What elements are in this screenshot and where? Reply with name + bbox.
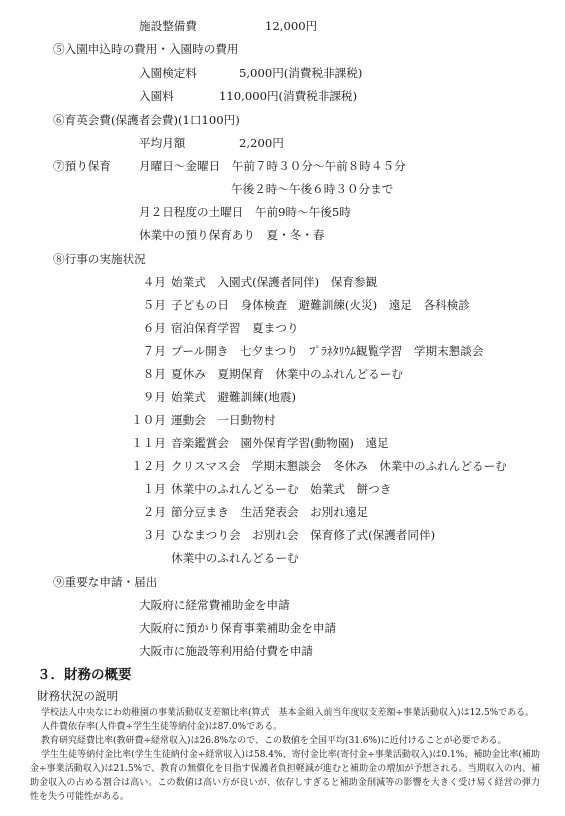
childcare-hours-weekday: 月曜日～金曜日 午前７時３０分～午前８時４５分 — [139, 159, 406, 173]
event-text: 節分豆まき 生活発表会 お別れ遠足 — [171, 505, 369, 519]
event-text: 運動会 一日動物村 — [171, 413, 276, 427]
event-month: ７月 — [142, 344, 166, 358]
event-text: 宿泊保育学習 夏まつり — [171, 321, 299, 335]
childcare-holiday-note: 休業中の預り保育あり 夏・冬・春 — [139, 228, 325, 242]
event-month: ９月 — [142, 390, 166, 404]
section6-heading: ⑥育英会費(保護者会費)(1口100円) — [53, 113, 240, 127]
event-month: １１月 — [131, 436, 166, 450]
facility-fee-amount: 12,000円 — [265, 19, 318, 33]
application-item: 大阪府に預かり保育事業補助金を申請 — [139, 621, 337, 635]
event-month: ６月 — [142, 321, 166, 335]
finance-paragraph: 教育研究経費比率(教研費÷経常収入)は26.8%なので、この数値を全国平均(31.6%)に近付けることが必要である。 — [41, 736, 507, 746]
admission-fee-label: 入園料 — [139, 89, 174, 103]
section9-heading: ⑨重要な申請・届出 — [53, 575, 158, 589]
event-text: 子どもの日 身体検査 避難訓練(火災) 遠足 各科検診 — [171, 298, 470, 312]
section8-heading: ⑧行事の実施状況 — [53, 252, 146, 266]
event-text: 夏休み 夏期保育 休業中のふれんどるーむ — [171, 367, 403, 381]
section5-heading: ⑤入園申込時の費用・入園時の費用 — [53, 42, 239, 56]
event-month: ８月 — [142, 367, 166, 381]
admission-fee-amount: 110,000円(消費税非課税) — [219, 89, 358, 103]
event-text-continued: 休業中のふれんどるーむ — [171, 551, 299, 565]
application-item: 大阪市に施設等利用給付費を申請 — [139, 644, 313, 658]
event-text: 始業式 避難訓練(地震) — [171, 390, 296, 404]
event-month: ５月 — [142, 298, 166, 312]
childcare-hours-saturday: 月２日程度の土曜日 午前9時～午後5時 — [139, 205, 351, 219]
entrance-exam-fee-label: 入園検定料 — [139, 66, 197, 80]
section7-heading: ⑦預り保育 — [53, 159, 111, 173]
childcare-hours-afternoon: 午後２時～午後６時３０分まで — [231, 182, 394, 196]
finance-subheading: 財務状況の説明 — [37, 689, 119, 703]
event-month: １月 — [142, 482, 166, 496]
finance-paragraph: 学校法人中央なにわ幼稚園の事業活動収支差額比率(算式 基本金組入前当年度収支差額÷事業活動収入)は12.5%である。 — [41, 708, 535, 718]
finance-paragraph: 学生生徒等納付金比率(学生生徒納付金÷経常収入)は58.4%、寄付金比率(寄付金÷事業活動収入)は0.1%、補助金比率(補助金÷事業活動収入)は21.5%で、教育の無償化を目指す保護者負担軽減が進むと補助金の増加が予想される。当期収入の内、補助金収入の占める割合は高い。この数値は高い方が良いが、依存しすぎると補助金削減等の影響を大きく受け易く経営の弾力性を失う可能性がある。 — [30, 750, 540, 802]
event-month: ４月 — [142, 275, 166, 289]
facility-fee-label: 施設整備費 — [139, 19, 197, 33]
event-month: ３月 — [142, 528, 166, 542]
event-text: ひなまつり会 お別れ会 保育修了式(保護者同伴) — [171, 528, 436, 542]
event-text: 休業中のふれんどるーむ 始業式 餅つき — [171, 482, 392, 496]
event-month: １０月 — [131, 413, 166, 427]
event-text: クリスマス会 学期末懇談会 冬休み 休業中のふれんどるーむ — [171, 459, 507, 473]
monthly-average-amount: 2,200円 — [239, 136, 284, 150]
event-month: １２月 — [131, 459, 166, 473]
event-month: ２月 — [142, 505, 166, 519]
application-item: 大阪府に経常費補助金を申請 — [139, 598, 290, 612]
finance-heading: ３．財務の概要 — [37, 667, 132, 683]
finance-paragraph: 人件費依存率(人件費÷学生生徒等納付金)は87.0%である。 — [41, 722, 283, 732]
monthly-average-label: 平均月額 — [139, 136, 186, 150]
event-text: 音楽鑑賞会 園外保育学習(動物園) 遠足 — [171, 436, 389, 450]
event-text: 始業式 入園式(保護者同伴) 保育参観 — [171, 275, 378, 289]
event-text: プール開き 七夕まつり ﾌﾟﾗﾈﾀﾘｳﾑ観覧学習 学期末懇談会 — [171, 344, 484, 358]
entrance-exam-fee-amount: 5,000円(消費税非課税) — [239, 66, 363, 80]
